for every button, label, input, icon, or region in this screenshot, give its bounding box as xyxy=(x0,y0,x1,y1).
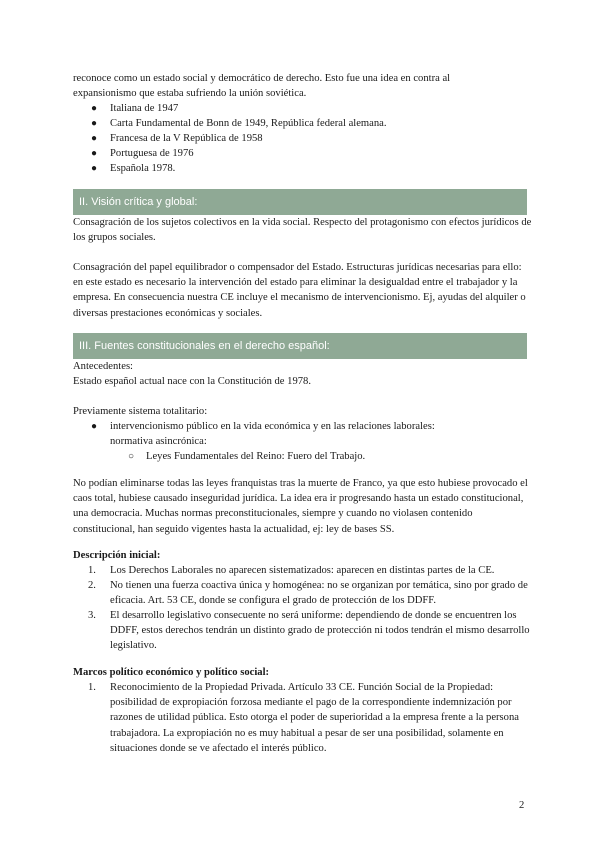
list-number: 2. xyxy=(88,580,96,591)
descripcion-item-2: No tienen una fuerza coactiva única y homogénea: no se organizan por temática, sino por grado de eficacia. Art. 53 CE, donde se configura el grado de protección de los DDFF. xyxy=(110,580,528,607)
bullet-icon: ● xyxy=(91,103,98,114)
section-2-heading: II. Visión crítica y global: xyxy=(73,189,527,215)
descripcion-title: Descripción inicial: xyxy=(73,550,161,561)
bullet-icon: ● xyxy=(91,163,98,174)
intro-bullet-5: Española 1978. xyxy=(110,163,176,174)
antecedentes-text: Estado español actual nace con la Constitución de 1978. xyxy=(73,376,311,387)
bullet-icon: ● xyxy=(91,148,98,159)
bullet-icon: ● xyxy=(91,118,98,129)
section-3-bullet-1: intervencionismo público en la vida económica y en las relaciones laborales: normativa asincrónica: xyxy=(110,421,435,448)
circle-bullet-icon: ○ xyxy=(128,451,135,462)
page-number: 2 xyxy=(519,800,525,811)
descripcion-item-3: El desarrollo legislativo consecuente no será uniforme: dependiendo de donde se encuentren los DDFF, estos derechos tendrán un distinto grado de protección ni todos tendrán el mismo desarrollo legislativo. xyxy=(110,610,530,652)
bullet-icon: ● xyxy=(91,133,98,144)
previamente-text: Previamente sistema totalitario: xyxy=(73,406,208,417)
marcos-item-1: Reconocimiento de la Propiedad Privada. Artículo 33 CE. Función Social de la Propiedad: posibilidad de expropiación forzosa mediante el pago de la correspondiente indemnización por razones de utilidad pública. Esto otorga el poder de superioridad a la empresa frente a la persona trabajadora. La expropiación no es muy habitual a pesar de ser una posibilidad, solamente en situaciones donde se ve afectado el interés público. xyxy=(110,682,519,754)
section-2-paragraph-2: Consagración del papel equilibrador o compensador del Estado. Estructuras jurídicas necesarias para ello: en este estado es necesario la intervención del estado para eliminar la desigualdad entre el trabajador y la empresa. En consecuencia nuestra CE incluye el mecanismo de intervencionismo. Ej, ayudas del alquiler o diversas prestaciones económicas y sociales. xyxy=(73,262,526,319)
section-3-heading: III. Fuentes constitucionales en el derecho español: xyxy=(73,333,527,359)
list-number: 1. xyxy=(88,565,96,576)
intro-bullet-1: Italiana de 1947 xyxy=(110,103,179,114)
section-3-sub-bullet: Leyes Fundamentales del Reino: Fuero del Trabajo. xyxy=(146,451,366,462)
list-number: 1. xyxy=(88,682,96,693)
intro-bullet-4: Portuguesa de 1976 xyxy=(110,148,194,159)
intro-line-1: reconoce como un estado social y democrático de derecho. Esto fue una idea en contra al xyxy=(73,73,451,84)
section-2-paragraph-1: Consagración de los sujetos colectivos en la vida social. Respecto del protagonismo con efectos jurídicos de los grupos sociales. xyxy=(73,217,532,244)
intro-bullet-2: Carta Fundamental de Bonn de 1949, República federal alemana. xyxy=(110,118,387,129)
bullet-icon: ● xyxy=(91,421,98,432)
list-number: 3. xyxy=(88,610,96,621)
descripcion-item-1: Los Derechos Laborales no aparecen sistematizados: aparecen en distintas partes de la CE. xyxy=(110,565,495,576)
intro-bullet-3: Francesa de la V República de 1958 xyxy=(110,133,263,144)
antecedentes-label: Antecedentes: xyxy=(73,361,134,372)
intro-line-2: expansionismo que estaba sufriendo la unión soviética. xyxy=(73,88,307,99)
section-3-paragraph: No podían eliminarse todas las leyes franquistas tras la muerte de Franco, ya que esto hubiese provocado el caos total, hubiese causado inseguridad jurídica. La idea era ir progresando hasta un estado constitucional, una democracia. Muchas normas preconstitucionales, siempre y cuando no violasen contenido constitucional, han seguido vigentes hasta la actualidad, ej: ley de bases SS. xyxy=(73,478,528,535)
marcos-title: Marcos político económico y político social: xyxy=(73,667,270,678)
